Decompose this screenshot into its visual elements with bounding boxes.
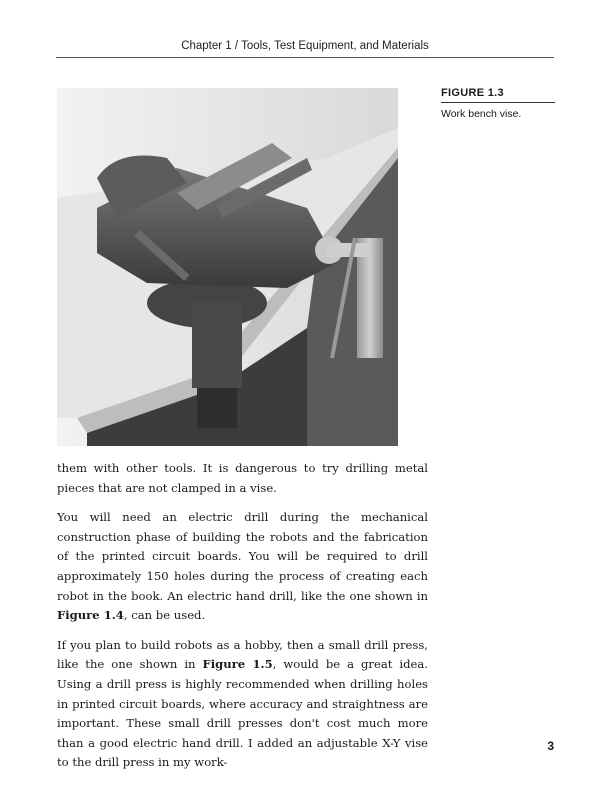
header-rule — [56, 57, 554, 58]
caption-rule — [441, 102, 555, 103]
figure-label: FIGURE 1.3 — [441, 87, 504, 99]
paragraph-2 — [57, 508, 428, 626]
body-text — [57, 459, 428, 783]
paragraph-3-text-a: If you plan to build robots as a hobby, then a small drill press, like the one shown in — [57, 637, 428, 672]
figure-caption — [441, 87, 555, 120]
figure-1-5-reference: Figure 1.5 — [202, 657, 273, 672]
page-number: 3 — [547, 739, 554, 753]
paragraph-1: them with other tools. It is dangerous to try drilling metal pieces that are not clamped in a vise. — [57, 461, 428, 495]
running-head: Chapter 1 / Tools, Test Equipment, and Materials — [181, 40, 429, 52]
paragraph-3 — [57, 636, 428, 773]
figure-photo-vise — [57, 88, 398, 446]
caption-text: Work bench vise. — [441, 108, 522, 120]
figure-1-4-reference: Figure 1.4 — [57, 608, 124, 623]
paragraph-3-text-b: , would be a great idea. Using a drill press is highly recommended when drilling holes in printed circuit boards, where accuracy and straightness are important. These small drill presses don't cost much more than a good electric hand drill. I added an adjustable X-Y vise to the drill press in my work- — [57, 657, 428, 770]
paragraph-2-text-a: You will need an electric drill during the mechanical construction phase of building the robots and the fabrication of the printed circuit boards. You will be required to drill approximately 150 holes during the process of creating each robot in the book. An electric hand drill, like the one shown in — [57, 510, 428, 603]
paragraph-2-text-b: , can be used. — [123, 608, 206, 623]
